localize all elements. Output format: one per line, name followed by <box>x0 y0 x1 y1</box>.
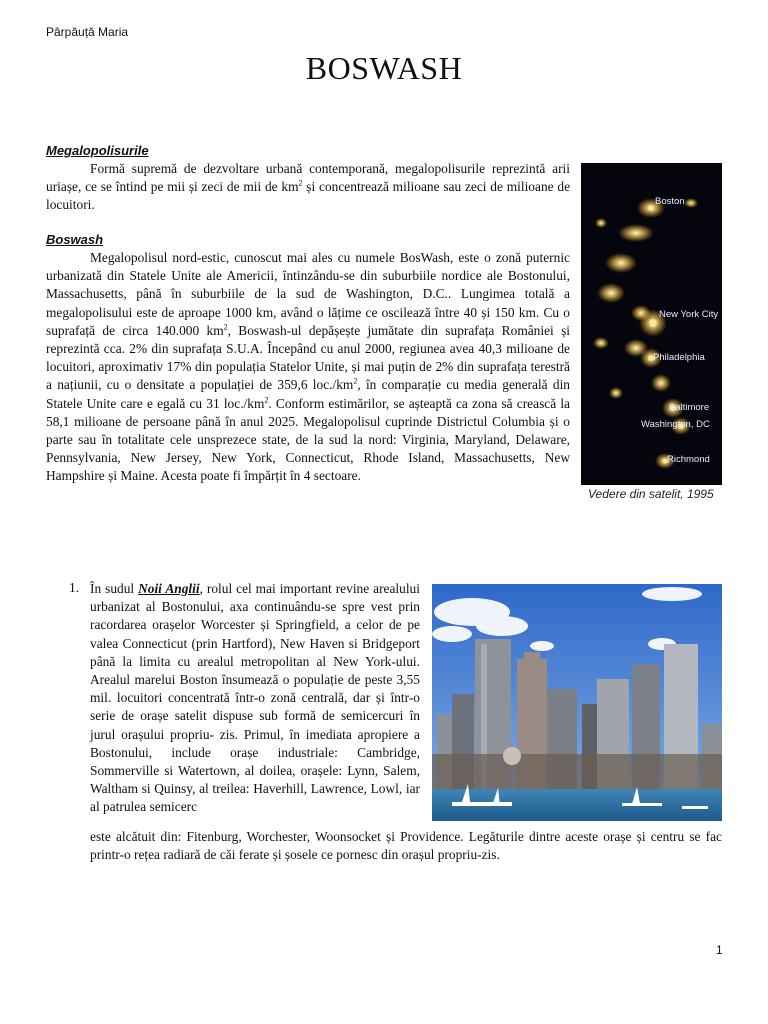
section-heading-megalopolisurile: Megalopolisurile <box>46 143 149 158</box>
sat-label-boston: Boston <box>655 196 685 207</box>
satellite-caption: Vedere din satelit, 1995 <box>588 487 714 501</box>
sat-label-washington: Washington, DC <box>641 419 710 430</box>
paragraph-boswash: Megalopolisul nord-estic, cunoscut mai ales cu numele BosWash, este o zonă puternic urbanizată din Statele Unite ale Americii, întinzându-se din suburbiile nordice ale Bostonului, Massachusetts, până în suburbiile de la sud de Washington, D.C.. Lungimea totală a megalopolisului este de aproape 1000 km, având o lățime ce oscilează între 40 și 150 km. Cu o suprafață de circa 140.000 $km^2$, Boswash-ul depășește jumătate din suprafața României și reprezintă cca. 2% din suprafața S.U.A. Începând cu anul 2000, regiunea avea 40,3 milioane de locuitori, aproximativ 17% din populația Statelor Unite, și mai puțin de 2% din suprafața terestră a națiunii, cu o densitate a populației de 359,6 $loc./km^2$, în comparație cu media generală din Statele Unite care e egală cu 31 $loc./km^2$. Conform estimărilor, se așteaptă ca zona să crească la 58,1 milioane de persoane până în anul 2025. Megalopolisul cuprinde Districtul Columbia și o parte sau în totalitate cele unsprezece state, de la sud la nord: Virginia, Maryland, Delaware, Pennsylvania, New Jersey, New York, Connecticut, Rhode Island, Massachusetts, New Hampshire și Maine. Acesta poate fi împărțit în 4 sectoare. <box>46 250 570 484</box>
sat-label-baltimore: Baltimore <box>669 402 710 413</box>
boston-skyline-photo <box>432 584 722 821</box>
satellite-night-image <box>581 163 722 485</box>
sat-label-philadelphia: Philadelphia <box>653 352 705 363</box>
author-name: Pârpăuță Maria <box>46 25 129 39</box>
section-heading-boswash: Boswash <box>46 232 104 247</box>
page-title: BOSWASH <box>305 50 463 86</box>
list-number: 1. <box>69 580 80 595</box>
sat-label-richmond: Richmond <box>667 454 710 465</box>
sat-label-new-york: New York City <box>659 309 719 320</box>
list-item-tail: este alcătuit din: Fitenburg, Worchester, Woonsocket și Providence. Legăturile dintre aceste orașe și centru se fac printr-o rețea radiară de căi ferate și șosele ce pornesc din orașul propriu-zis. <box>90 829 722 863</box>
paragraph-megalopolisurile: Formă supremă de dezvoltare urbană contemporană, megalopolisurile reprezintă arii uriașe, ce se întind pe mii și zeci de mii de $km^2$ și concentrează milioane sau zeci de milioane de locuitori. <box>46 161 571 213</box>
list-item-text: În sudul Noii Anglii, rolul cel mai important revine arealului urbanizat al Bostonului, axa continuându-se spre vest prin racordarea orașelor Worcester și Springfield, a celor de pe valea Connecticut (prin Hartford), New Haven si Bridgeport până la limita cu arealul metropolitan al New York-ului. Arealul marelui Boston însumează o populație de peste 3,55 mil. locuitori concentrată într-o zonă centrală, dar și într-o serie de orașe satelit dispuse sub formă de semicercuri în jurul orașului propriu- zis. Primul, în imediata apropiere a Bostonului, include orașe industriale: Cambridge, Sommerville si Watertown, al doilea, orașele: Lynn, Salem, Waltham si Quinsy, al treilea: Haverhill, Lawrence, Lowl, iar al patrulea semicerc <box>90 581 420 815</box>
page-number: 1 <box>716 943 723 957</box>
